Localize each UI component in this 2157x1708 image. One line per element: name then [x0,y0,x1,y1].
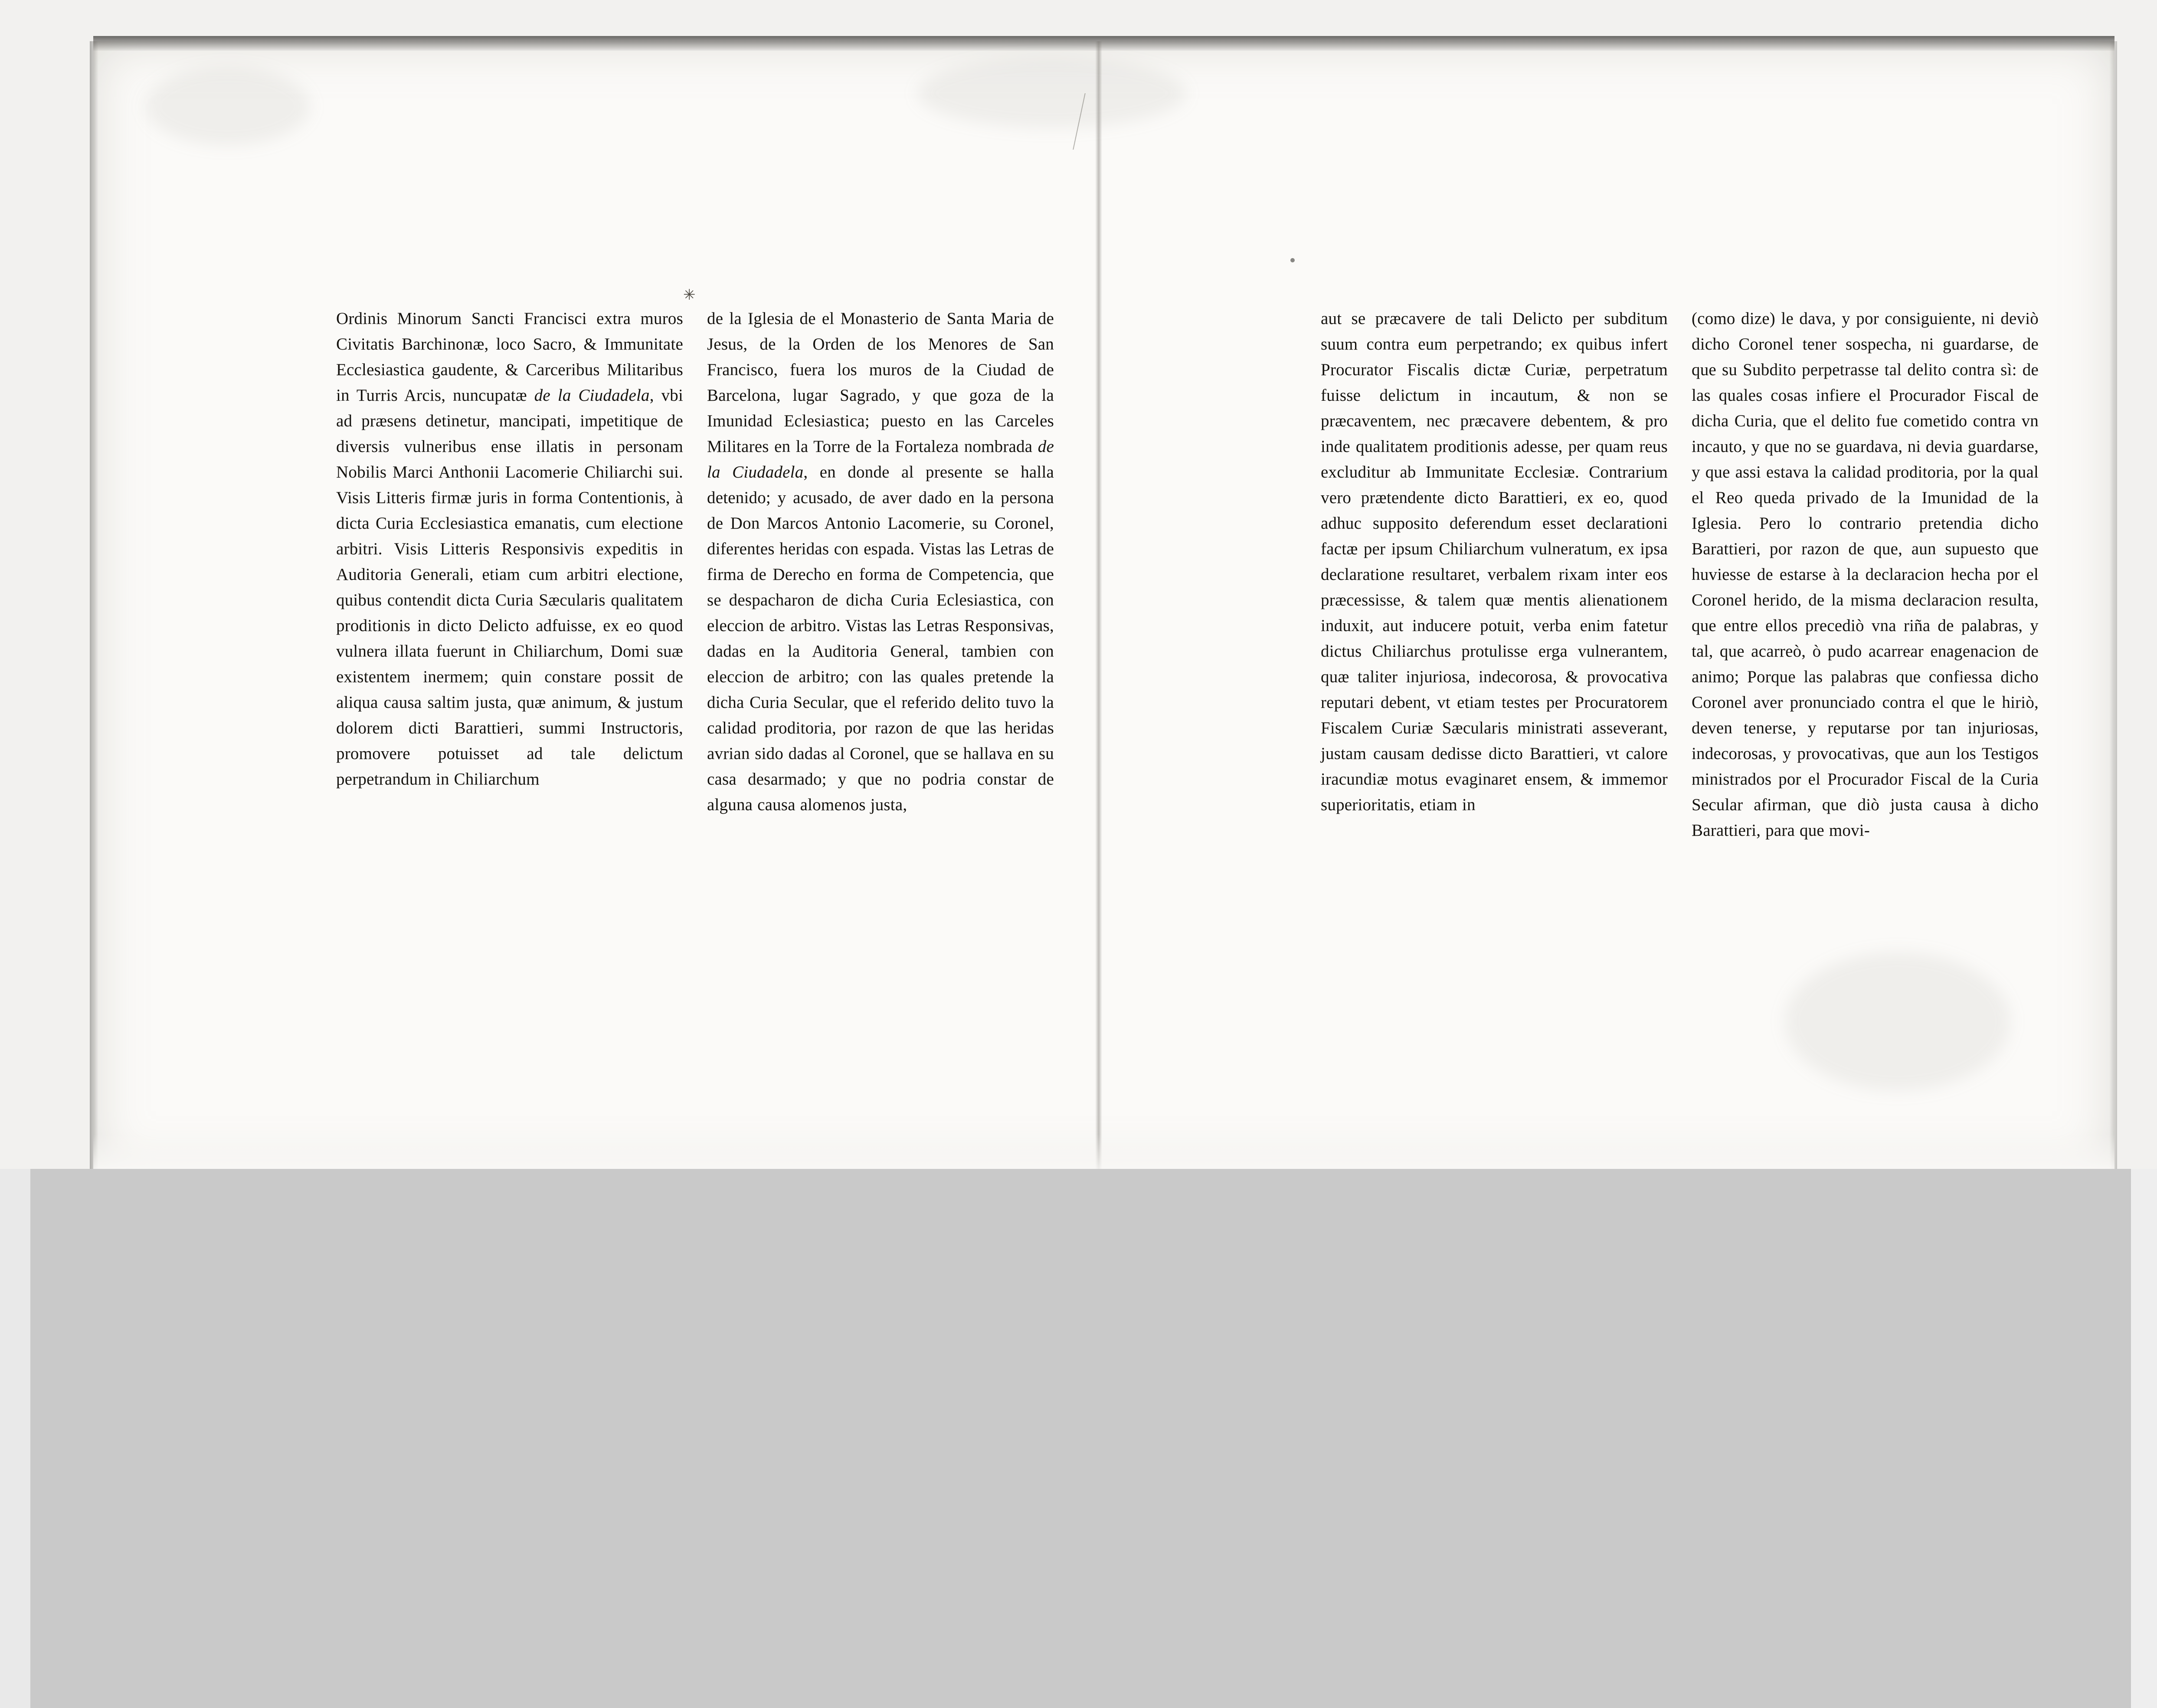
viewer-background [0,1169,2157,1708]
paper-left-edge [90,41,98,1169]
paper-stain [145,67,310,145]
book-gutter [1095,41,1102,1169]
page-bottom-fade [93,1134,2114,1169]
column-4-body: (como dize) le dava, y por consiguiente, ni deviò dicho Coronel tener sospecha, ni guardarse, de que su Subdito perpetrasse tal delito contra sì: de las quales cosas infiere el Procurador Fiscal de dicha Curia, que el delito fue cometido contra vn incauto, y que no se guardava, ni devia guardarse, y que assi estava la calidad proditoria, por la qual el Reo queda privado de la Imunidad de la Iglesia. Pero lo contrario pretendia dicho Barattieri, por razon de que, aun supuesto que huviesse de estarse à la declaracion hecha por el Coronel herido, de la misma declaracion resulta, que entre ellos precediò vna riña de palabras, y tal, que acarreò, ò pudo acarrear enagenacion de animo; Porque las palabras que confiessa dicho Coronel aver pronunciado contra el que le hiriò, deven tenerse, y reputarse por tan injuriosas, indecorosas, y provocativas, que aun los Testigos ministrados por el Procurador Fiscal de la Curia Secular afirman, que diò justa causa à dicho Barattieri, para que movi- [1692,309,2039,840]
book-gutter-crease [1073,93,1125,150]
viewer-background-right [2131,1169,2157,1708]
printers-mark: ✳ [683,287,696,303]
text-column-4 [1692,306,2039,843]
ink-speck [1290,258,1295,262]
text-column-3 [1321,306,1668,818]
column-1-body: Ordinis Minorum Sancti Francisci extra muros Civitatis Barchinonæ, loco Sacro, & Immunitate Ecclesiastica gaudente, & Carceribus Militaribus in Turris Arcis, nuncupatæ de la Ciudadela, vbi ad præsens detinetur, mancipati, impetitique de diversis vulneribus ense illatis in personam Nobilis Marci Anthonii Lacomerie Chiliarchi sui. Visis Litteris firmæ juris in forma Contentionis, à dicta Curia Ecclesiastica emanatis, cum electione arbitri. Visis Litteris Responsivis expeditis in Auditoria Generali, etiam cum arbitri electione, quibus contendit dicta Curia Sæcularis qualitatem proditionis in dicto Delicto adfuisse, ex eo quod vulnera illata fuerunt in Chiliarchum, Domi suæ existentem inermem; quin constare possit de aliqua causa saltim justa, quæ animum, & justum dolorem dicti Barattieri, summi Instructoris, promovere potuisset ad tale delictum perpetrandum in Chiliarchum [336,309,683,789]
paper-top-edge [93,36,2114,51]
text-column-2 [707,306,1054,818]
paper-sheet [93,41,2114,1169]
paper-stain [1785,952,2010,1091]
paper-right-edge [2109,41,2117,1169]
viewer-background-left [0,1169,30,1708]
text-column-1 [336,306,683,792]
column-3-body: aut se præcavere de tali Delicto per subditum suum contra eum perpetrando; ex quibus infert Procurator Fiscalis dictæ Curiæ, perpetratum fuisse delictum in incautum, & non se præcaventem, nec præcavere debentem, & pro inde qualitatem proditionis adesse, per quam reus excluditur ab Immunitate Ecclesiæ. Contrarium vero prætendente dicto Barattieri, ex eo, quod adhuc supposito deferendum esset declarationi factæ per ipsum Chiliarchum vulneratum, ex ipsa declaratione resultaret, verbalem rixam inter eos præcessisse, & talem quæ mentis alienationem induxit, aut inducere potuit, verba enim fatetur dictus Chiliarchus protulisse erga vulnerantem, quæ taliter injuriosa, indecorosa, & provocativa reputari debent, vt etiam testes per Procuratorem Fiscalem Curiæ Sæcularis ministrati asseverant, justam causam dedisse dicto Barattieri, vt calore iracundiæ motus evaginaret ensem, & immemor superioritatis, etiam in [1321,309,1668,814]
column-2-body: de la Iglesia de el Monasterio de Santa Maria de Jesus, de la Orden de los Menores de San Francisco, fuera los muros de la Ciudad de Barcelona, lugar Sagrado, y que goza de la Imunidad Eclesiastica; puesto en las Carceles Militares en la Torre de la Fortaleza nombrada de la Ciudadela, en donde al presente se halla detenido; y acusado, de aver dado en la persona de Don Marcos Antonio Lacomerie, su Coronel, diferentes heridas con espada. Vistas las Letras de firma de Derecho en forma de Competencia, que se despacharon de dicha Curia Eclesiastica, con eleccion de arbitro. Vistas las Letras Responsivas, dadas en la Auditoria General, tambien con eleccion de arbitro; con las quales pretende la dicha Curia Secular, que el referido delito tuvo la calidad proditoria, por razon de que las heridas avrian sido dadas al Coronel, que se hallava en su casa desarmado; y que no podria constar de alguna causa alomenos justa, [707,309,1054,814]
paper-stain [917,59,1186,128]
